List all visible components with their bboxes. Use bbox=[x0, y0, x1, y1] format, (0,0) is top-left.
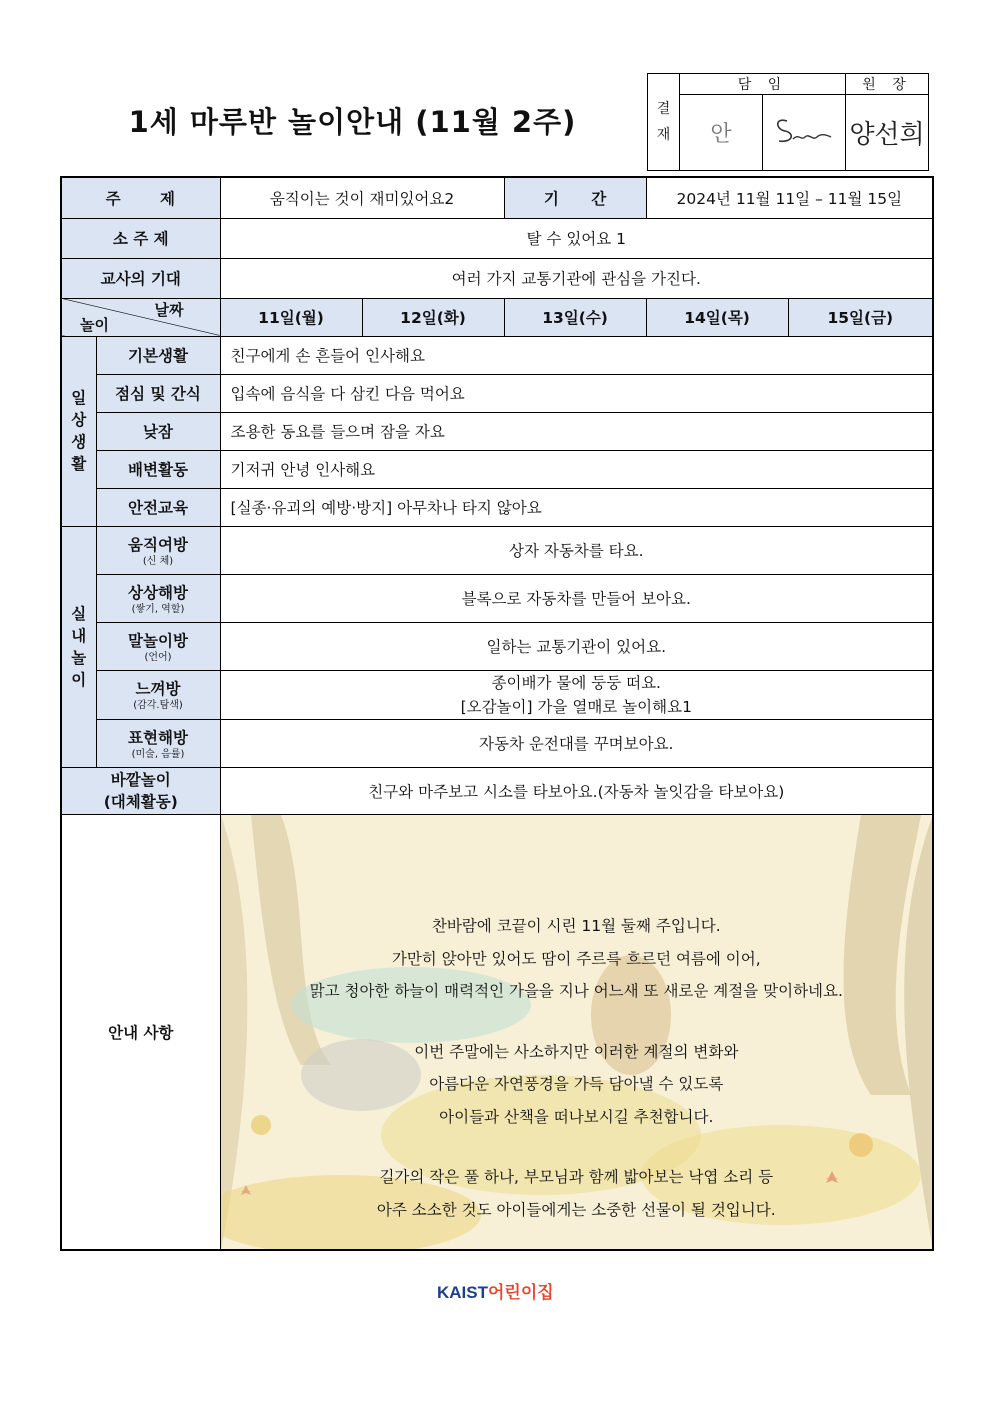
day-fri: 15일(금) bbox=[788, 298, 933, 336]
theme-value: 움직이는 것이 재미있어요2 bbox=[220, 177, 504, 218]
approval-director-header: 원 장 bbox=[846, 74, 929, 95]
indoor-play-group: 실 내 놀 이 bbox=[61, 526, 96, 767]
kaist-daycare-logo: KAIST어린이집 bbox=[437, 1283, 554, 1302]
approval-label: 결 재 bbox=[648, 74, 680, 171]
outdoor-label: 바깥놀이 (대체활동) bbox=[61, 767, 220, 814]
indoor-row-value: 자동차 운전대를 꾸며보아요. bbox=[220, 719, 933, 767]
indoor-row-label: 상상해방 (쌓기, 역할) bbox=[96, 574, 220, 622]
notice-content bbox=[220, 814, 933, 1250]
period-value: 2024년 11월 11일 – 11월 15일 bbox=[646, 177, 933, 218]
notice-text: 찬바람에 코끝이 시린 11월 둘째 주입니다. 가만히 앉아만 있어도 땀이 주르륵 흐르던 여름에 이어, 맑고 청아한 하늘이 매력적인 가을을 지나 어느새 또 새로운 계절을 맞이하네요. 이번 주말에는 사소하지만 이러한 계절의 변화와 아름다운 자연풍경을 가득 담아낼 수 있도록 아이들과 산책을 떠나보시길 추천합니다. 길가의 작은 풀 하나, 부모님과 함께 밟아보는 낙엽 소리 등 아주 소소한 것도 아이들에게는 소중한 선물이 될 것입니다. bbox=[309, 917, 843, 1219]
subtheme-value: 탈 수 있어요 1 bbox=[220, 218, 933, 258]
daily-row-value: 친구에게 손 흔들어 인사해요 bbox=[220, 336, 933, 374]
daily-row-value: 기저귀 안녕 인사해요 bbox=[220, 450, 933, 488]
page-title: 1세 마루반 놀이안내 (11월 2주) bbox=[128, 105, 577, 139]
approval-teacher-header: 담 임 bbox=[680, 74, 846, 95]
daily-row-label: 배변활동 bbox=[96, 450, 220, 488]
indoor-row-value: 일하는 교통기관이 있어요. bbox=[220, 622, 933, 670]
indoor-row-value: 종이배가 물에 둥둥 떠요. [오감놀이] 가을 열매로 놀이해요1 bbox=[220, 670, 933, 719]
play-plan-table bbox=[60, 176, 934, 1251]
daily-row-label: 점심 및 간식 bbox=[96, 374, 220, 412]
daily-row-value: 입속에 음식을 다 삼킨 다음 먹어요 bbox=[220, 374, 933, 412]
indoor-row-label: 표현해방 (미술, 음률) bbox=[96, 719, 220, 767]
outdoor-value: 친구와 마주보고 시소를 타보아요.(자동차 놀잇감을 타보아요) bbox=[220, 767, 933, 814]
subtheme-label: 소 주 제 bbox=[61, 218, 220, 258]
day-wed: 13일(수) bbox=[504, 298, 646, 336]
indoor-row-value: 블록으로 자동차를 만들어 보아요. bbox=[220, 574, 933, 622]
theme-label: 주 제 bbox=[61, 177, 220, 218]
teacher-signature-2 bbox=[763, 95, 846, 171]
notice-label: 안내 사항 bbox=[61, 814, 220, 1250]
indoor-row-label: 느껴방 (감각.탐색) bbox=[96, 670, 220, 719]
day-thu: 14일(목) bbox=[646, 298, 788, 336]
director-signature: 양선희 bbox=[846, 95, 929, 171]
expectation-value: 여러 가지 교통기관에 관심을 가진다. bbox=[220, 258, 933, 298]
daily-row-value: [실종·유괴의 예방·방지] 아무차나 타지 않아요 bbox=[220, 488, 933, 526]
day-mon: 11일(월) bbox=[220, 298, 362, 336]
signature-scribble bbox=[769, 111, 839, 151]
date-play-header: 날짜 놀이 bbox=[61, 298, 220, 336]
teacher-signature-1: 안 bbox=[680, 95, 763, 171]
daily-life-group: 일 상 생 활 bbox=[61, 336, 96, 526]
daily-row-label: 안전교육 bbox=[96, 488, 220, 526]
svg-text:S: S bbox=[769, 110, 770, 112]
indoor-row-label: 말놀이방 (언어) bbox=[96, 622, 220, 670]
indoor-row-value: 상자 자동차를 타요. bbox=[220, 526, 933, 574]
indoor-row-label: 움직여방 (신 체) bbox=[96, 526, 220, 574]
daily-row-value: 조용한 동요를 들으며 잠을 자요 bbox=[220, 412, 933, 450]
expectation-label: 교사의 기대 bbox=[61, 258, 220, 298]
period-label: 기 간 bbox=[504, 177, 646, 218]
daily-row-label: 기본생활 bbox=[96, 336, 220, 374]
approval-box bbox=[647, 73, 929, 171]
day-tue: 12일(화) bbox=[362, 298, 504, 336]
daily-row-label: 낮잠 bbox=[96, 412, 220, 450]
